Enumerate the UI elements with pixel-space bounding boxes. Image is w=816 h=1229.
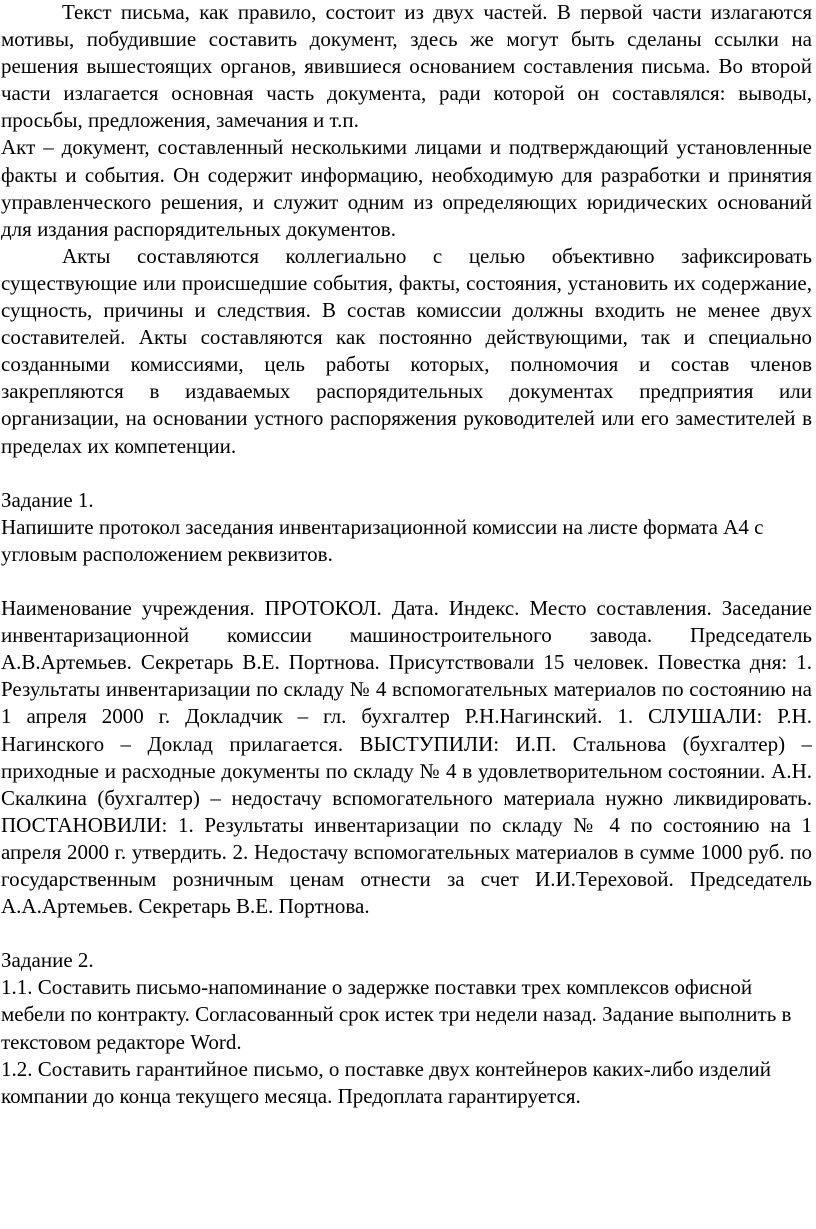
blank-line — [1, 460, 812, 487]
task1-protocol-content: Наименование учреждения. ПРОТОКОЛ. Дата. Индекс. Место составления. Заседание инвентаризационной комиссии машиностроительного завода. Председатель А.В.Артемьев. Секретарь В.Е. Портнова. Присутствовали 15 человек. Повестка дня: 1. Результаты инвентаризации по складу № 4 вспомогательных материалов по состоянию на 1 апреля 2000 г. Докладчик – гл. бухгалтер Р.Н.Нагинский. 1. СЛУШАЛИ: Р.Н. Нагинского – Доклад прилагается. ВЫСТУПИЛИ: И.П. Стальнова (бухгалтер) – приходные и расходные документы по складу № 4 в удовлетворительном состоянии. А.Н. Скалкина (бухгалтер) – недостачу вспомогательного материала нужно ликвидировать. ПОСТАНОВИЛИ: 1. Результаты инвентаризации по складу № 4 по состоянию на 1 апреля 2000 г. утвердить. 2. Недостачу вспомогательных материалов в сумме 1000 руб. по государственным розничным ценам отнести за счет И.И.Тереховой. Председатель А.А.Артемьев. Секретарь В.Е. Портнова. — [1, 596, 812, 919]
paragraph-letter-text: Текст письма, как правило, состоит из двух частей. В первой части излагаются мотивы, побудившие составить документ, здесь же могут быть сделаны ссылки на решения вышестоящих органов, явившиеся основанием составления письма. Во второй части излагается основная часть документа, ради которой он составлялся: выводы, просьбы, предложения, замечания и т.п. — [1, 0, 812, 133]
task2-item-2: 1.2. Составить гарантийное письмо, о поставке двух контейнеров каких-либо изделий компании до конца текущего месяца. Предоплата гарантируется. — [1, 1056, 772, 1108]
task1-instruction: Напишите протокол заседания инвентаризационной комиссии на листе формата А4 с угловым расположением реквизитов. — [1, 514, 764, 566]
blank-line — [1, 568, 812, 595]
paragraph-acts-composition: Акты составляются коллегиально с целью объективно зафиксировать существующие или происшедшие события, факты, состояния, установить их содержание, сущность, причины и следствия. В состав комиссии должны входить не менее двух составителей. Акты составляются как постоянно действующими, так и специально созданными комиссиями, цель работы которых, полномочия и состав членов закрепляются в издаваемых распорядительных документах предприятия или организации, на основании устного распоряжения руководителей или его заместителей в пределах их компетенции. — [1, 243, 812, 458]
task2-item-1: 1.1. Составить письмо-напоминание о задержке поставки трех комплексов офисной мебели по контракту. Согласованный срок истек три недели назад. Задание выполнить в текстовом редакторе Word. — [1, 975, 792, 1054]
blank-line — [1, 920, 812, 947]
task2-heading: Задание 2. — [1, 948, 94, 973]
document-page — [1, 0, 812, 1110]
task1-heading: Задание 1. — [1, 487, 94, 512]
paragraph-act-definition: Акт – документ, составленный несколькими лицами и подтверждающий установленные факты и события. Он содержит информацию, необходимую для разработки и принятия управленческого решения, и служит одним из определяющих юридических оснований для издания распорядительных документов. — [1, 135, 812, 241]
